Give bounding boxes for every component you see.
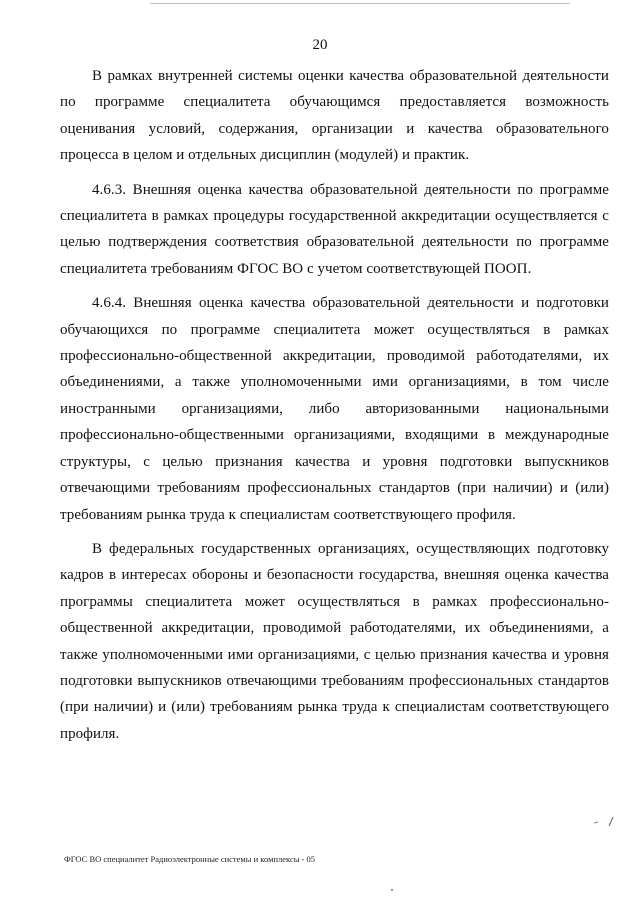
scan-top-rule (150, 3, 570, 4)
paragraph-4-6-3: 4.6.3. Внешняя оценка качества образовательной деятельности по программе специалитета в рамках процедуры государственной аккредитации осуществляется с целью подтверждения соответствия образовательной деятельности по программе специалитета требованиям ФГОС ВО с учетом соответствующей ПООП. (60, 181, 609, 277)
document-body (60, 63, 609, 755)
page-number: 20 (312, 37, 328, 53)
paragraph-federal-organizations: В федеральных государственных организациях, осуществляющих подготовку кадров в интересах обороны и безопасности государства, внешняя оценка качества программы специалитета может осуществляться в рамках профессионально-общественной аккредитации, проводимой работодателями, их объединениями, а также уполномоченными ими организациями, с целью признания качества и уровня подготовки выпускников отвечающими требованиям профессиональных стандартов (при наличии) и (или) требованиям рынка труда к специалистам соответствующего профиля. (60, 540, 609, 742)
scan-artifact-mark (592, 814, 616, 828)
footer-standard-title: ФГОС ВО специалитет Радиоэлектронные системы и комплексы - 05 (64, 854, 316, 864)
paragraph-internal-assessment: В рамках внутренней системы оценки качества образовательной деятельности по программе специалитета обучающимся предоставляется возможность оценивания условий, содержания, организации и качества образовательного процесса в целом и отдельных дисциплин (модулей) и практик. (60, 68, 609, 164)
scan-artifact-dot (391, 889, 393, 891)
paragraph-4-6-4: 4.6.4. Внешняя оценка качества образовательной деятельности и подготовки обучающихся по программе специалитета может осуществляться в рамках профессионально-общественной аккредитации, проводимой работодателями, их объединениями, а также уполномоченными ими организациями, в том числе иностранными организациями, либо авторизованными национальными профессионально-общественными организациями, входящими в международные структуры, с целью признания качества и уровня подготовки выпускников отвечающими требованиям профессиональных стандартов (при наличии) и (или) требованиям рынка труда к специалистам соответствующего профиля. (60, 295, 609, 523)
